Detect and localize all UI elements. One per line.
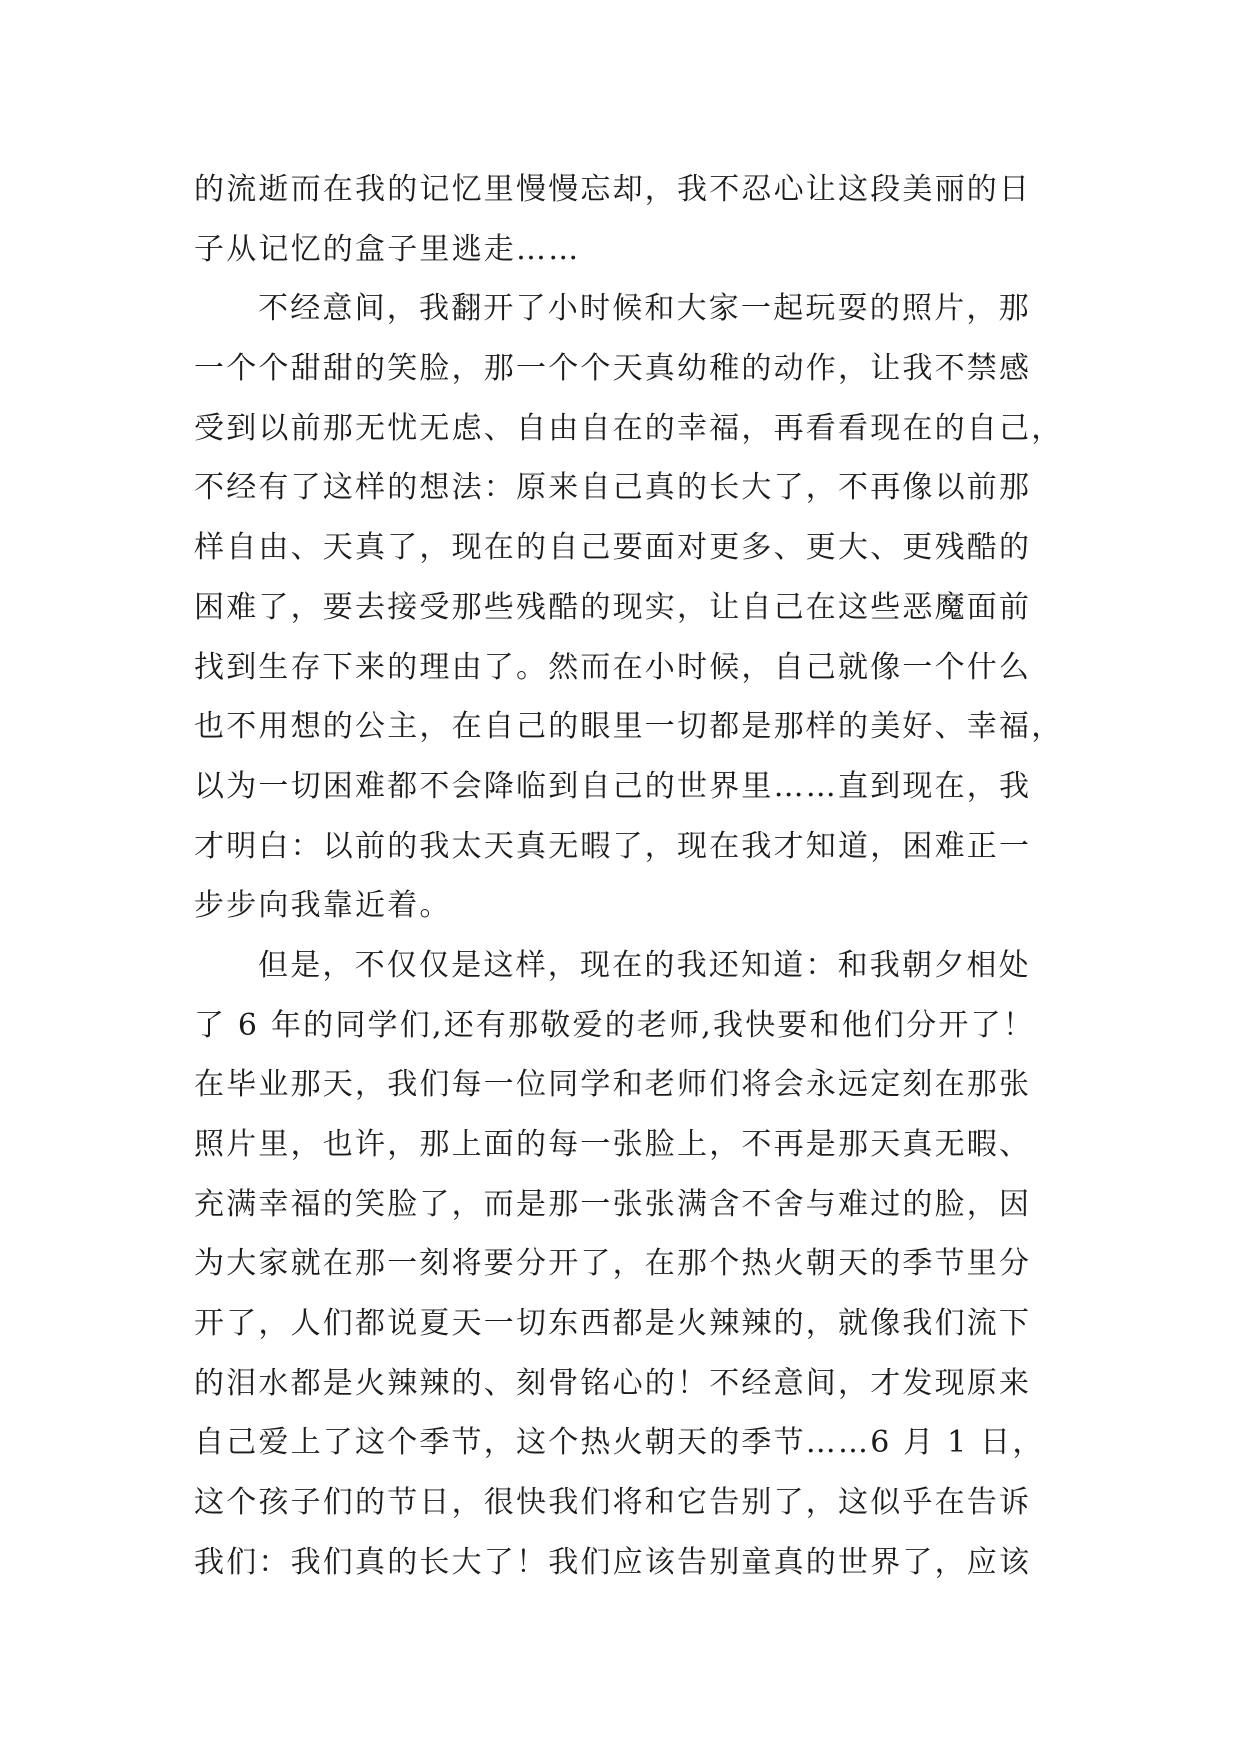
- text-line: 样自由、天真了，现在的自己要面对更多、更大、更残酷的: [194, 530, 1032, 566]
- text-line: 照片里，也许，那上面的每一张脸上，不再是那天真无暇、: [194, 1127, 1032, 1162]
- text-line: 自己爱上了这个季节，这个热火朝天的季节……6 月 1 日，: [194, 1425, 1045, 1461]
- text-line: 开了，人们都说夏天一切东西都是火辣辣的，就像我们流下: [194, 1306, 1032, 1342]
- text-line: 为大家就在那一刻将要分开了，在那个热火朝天的季节里分: [194, 1246, 1032, 1282]
- body-text: [194, 160, 1064, 1593]
- text-line: 充满幸福的笑脸了，而是那一张张满含不舍与难过的脸，因: [194, 1186, 1032, 1222]
- text-line: 我们：我们真的长大了！我们应该告别童真的世界了，应该: [194, 1544, 1032, 1580]
- text-line: 一个个甜甜的笑脸，那一个个天真幼稚的动作，让我不禁感: [194, 351, 1032, 387]
- text-line: 步步向我靠近着。: [194, 888, 452, 924]
- text-line: 子从记忆的盒子里逃走……: [194, 231, 581, 267]
- text-line: 才明白：以前的我太天真无暇了，现在我才知道，困难正一: [194, 828, 1032, 864]
- text-line: 这个孩子们的节日，很快我们将和它告别了，这似乎在告诉: [194, 1485, 1032, 1521]
- paragraph-first-line: 但是，不仅仅是这样，现在的我还知道：和我朝夕相处: [258, 947, 1031, 983]
- text-line: 不经有了这样的想法：原来自己真的长大了，不再像以前那: [194, 470, 1032, 506]
- text-line: 以为一切困难都不会降临到自己的世界里……直到现在，我: [194, 768, 1032, 804]
- text-line: 受到以前那无忧无虑、自由自在的幸福，再看看现在的自己，: [194, 410, 1064, 446]
- paragraph-first-line: 不经意间，我翻开了小时候和大家一起玩耍的照片，那: [258, 291, 1031, 327]
- text-line: 的泪水都是火辣辣的、刻骨铭心的！不经意间，才发现原来: [194, 1365, 1032, 1401]
- text-line: 在毕业那天，我们每一位同学和老师们将会永远定刻在那张: [194, 1067, 1032, 1103]
- text-line: 了 6 年的同学们,还有那敬爱的老师,我快要和他们分开了！: [194, 1007, 1036, 1043]
- text-line: 困难了，要去接受那些残酷的现实，让自己在这些恶魔面前: [194, 589, 1032, 625]
- text-line: 也不用想的公主，在自己的眼里一切都是那样的美好、幸福，: [194, 709, 1064, 745]
- text-line: 找到生存下来的理由了。然而在小时候，自己就像一个什么: [194, 649, 1032, 685]
- text-line: 的流逝而在我的记忆里慢慢忘却，我不忍心让这段美丽的日: [194, 172, 1032, 207]
